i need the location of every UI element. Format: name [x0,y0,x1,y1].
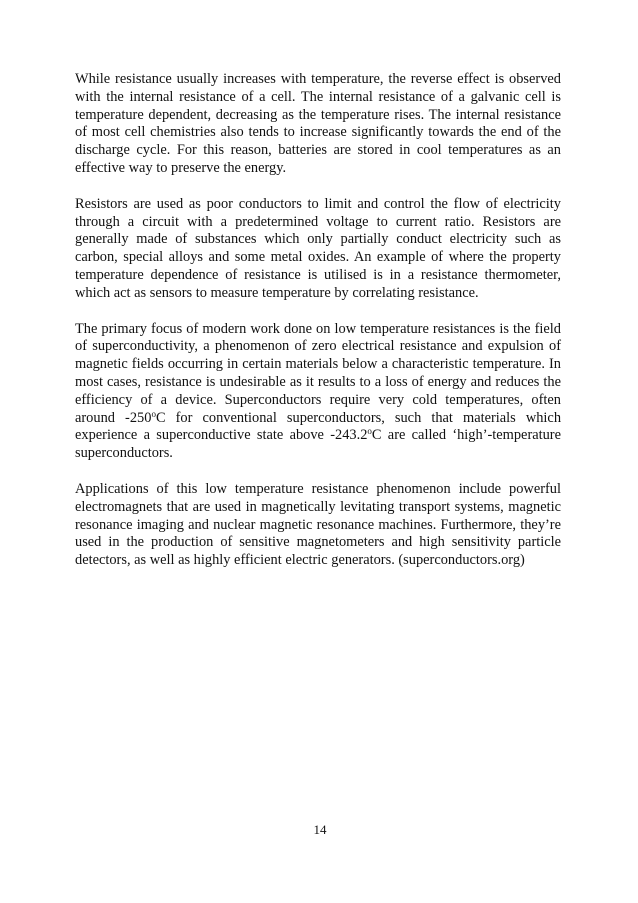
paragraph-applications: Applications of this low temperature resistance phenomenon include powerful electromagnets that are used in magnetically levitating transport systems, magnetic resonance imaging and nuclear magnetic resonance machines. Furthermore, they’re used in the production of sensitive magnetometers and high sensitivity particle detectors, as well as highly efficient electric generators. (superconductors.org) [75,480,561,569]
paragraph-resistors: Resistors are used as poor conductors to limit and control the flow of electricity through a circuit with a predetermined voltage to current ratio. Resistors are generally made of substances which only partially conduct electricity such as carbon, special alloys and some metal oxides. An example of where the property temperature dependence of resistance is utilised is in a resistance thermometer, which act as sensors to measure temperature by correlating resistance. [75,195,561,301]
document-body [75,71,561,588]
superconductivity-text-part-3: C are called ‘high’-temperature superconductors. [75,427,561,462]
page-number: 14 [313,822,327,837]
superconductivity-text-part-2: C for conventional superconductors, such that materials which experience a superconductive state above -243.2 [75,409,562,444]
superconductivity-text-part-1: The primary focus of modern work done on low temperature resistances is the field of superconductivity, a phenomenon of zero electrical resistance and expulsion of magnetic fields occurring in certain materials below a characteristic temperature. In most cases, resistance is undesirable as it results to a loss of energy and reduces the efficiency of a device. Superconductors require very cold temperatures, often around -250 [75,320,561,426]
degree-symbol: o [151,408,156,419]
paragraph-battery-resistance: While resistance usually increases with temperature, the reverse effect is observed with the internal resistance of a cell. The internal resistance of a galvanic cell is temperature dependent, decreasing as the temperature rises. The internal resistance of most cell chemistries also tends to increase significantly towards the end of the discharge cycle. For this reason, batteries are stored in cool temperatures as an effective way to preserve the energy. [75,71,561,176]
paragraph-superconductivity [75,321,561,463]
degree-symbol: o [367,426,372,437]
